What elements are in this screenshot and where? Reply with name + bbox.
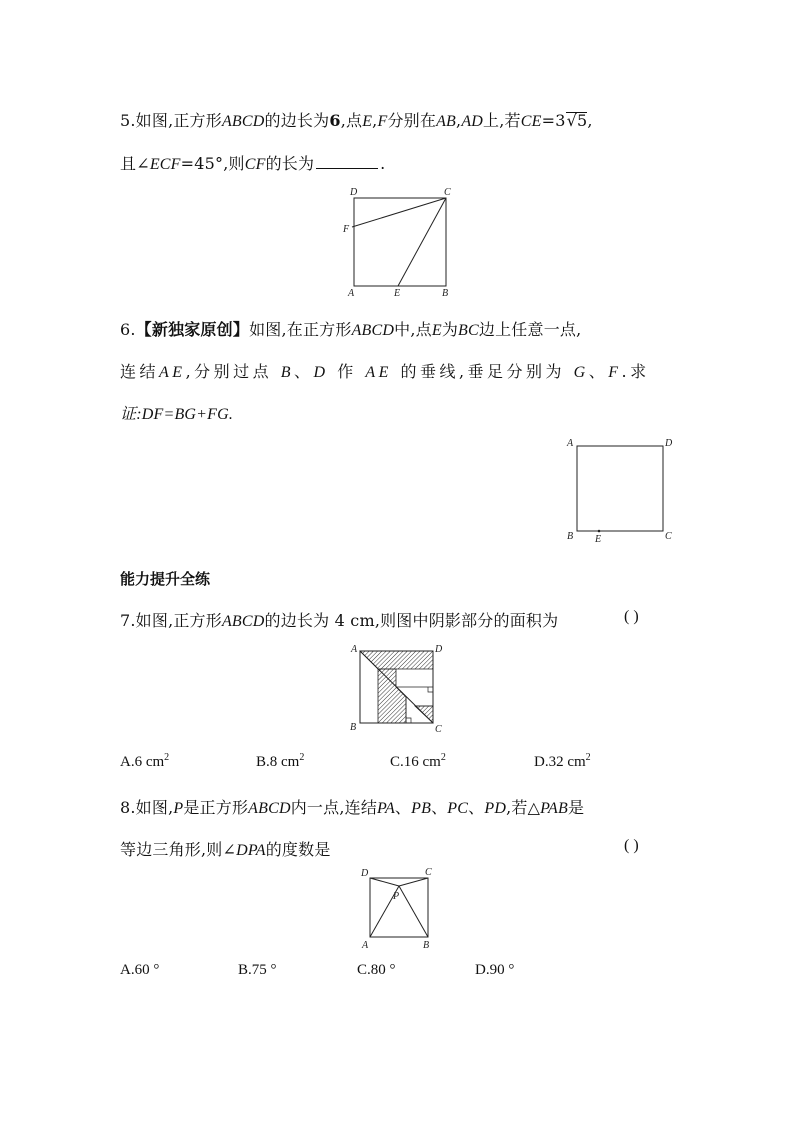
- q5-line2: [120, 151, 385, 174]
- q8-line-pc: [399, 878, 428, 886]
- q5-text: ,: [372, 111, 378, 130]
- q8-label-d: D: [361, 868, 369, 879]
- q5-label-f: F: [343, 224, 350, 235]
- q5-text: =45°,则: [180, 154, 245, 173]
- q8-triangle-pab: PAB: [540, 800, 568, 817]
- q8-option-c-text: C.80 °: [357, 962, 396, 978]
- q6-point-e: E: [431, 322, 442, 339]
- q8-option-c[interactable]: [357, 962, 396, 979]
- q7-option-c[interactable]: [390, 752, 446, 771]
- q8-text: 、: [431, 798, 448, 817]
- q5-answer-blank[interactable]: [316, 154, 378, 169]
- q5-label-e: E: [394, 288, 401, 299]
- q5-sqrt: √5: [566, 111, 588, 130]
- q6-text: 作: [337, 362, 357, 381]
- q8-option-d[interactable]: [475, 962, 514, 979]
- q8-label-p: P: [393, 891, 400, 902]
- q6-label-b: B: [567, 531, 574, 542]
- q6-text: 中,点: [394, 320, 432, 339]
- q5-text: .: [380, 154, 386, 173]
- q5-text: 且∠: [120, 154, 150, 173]
- q6-text: 连结: [120, 362, 160, 381]
- q6-label-c: C: [665, 531, 672, 542]
- q7-label-d: D: [435, 644, 443, 655]
- q8-option-d-text: D.90 °: [475, 962, 515, 978]
- q6-line3: [120, 401, 233, 424]
- q8-text: 8.如图,: [120, 798, 174, 817]
- q8-label-c: C: [425, 867, 432, 878]
- q8-line1: [120, 795, 584, 818]
- q5-label-b: B: [442, 288, 449, 299]
- q5-seg-ce: CE: [520, 113, 542, 130]
- q8-text: 、: [468, 798, 485, 817]
- q6-square-name: ABCD: [351, 322, 395, 339]
- q8-line-pd: [370, 878, 399, 886]
- q8-seg-pd: PD: [484, 800, 507, 817]
- q8-line-pb: [399, 886, 428, 937]
- q8-text: 的度数是: [265, 840, 331, 859]
- q5-seg-cf: CF: [244, 156, 266, 173]
- q8-line2: [120, 837, 331, 860]
- q5-point-e: E: [362, 113, 373, 130]
- q7-line1: [120, 608, 558, 631]
- q5-text: ,: [456, 111, 462, 130]
- section-title: 能力提升全练: [120, 570, 211, 588]
- q6-text: ,分别过点: [185, 362, 273, 381]
- q5-text: ,点: [340, 111, 363, 130]
- q8-option-b[interactable]: [238, 962, 277, 979]
- q7-option-b[interactable]: [256, 752, 304, 771]
- q8-text: 、: [394, 798, 412, 817]
- q8-text: 是: [567, 798, 585, 817]
- q5-line1: [120, 108, 593, 131]
- q8-figure: [352, 862, 452, 954]
- q7-right-angle-2: [406, 718, 411, 723]
- q5-line-ec: [398, 198, 446, 286]
- q7-option-c-text: C.16 cm: [390, 754, 441, 770]
- q7-square-name: ABCD: [221, 613, 265, 630]
- q7-shade-top: [360, 651, 433, 669]
- q5-seg-ab: AB: [436, 113, 457, 130]
- q5-text: 的长为: [265, 154, 315, 173]
- q6-point-g: G: [573, 364, 589, 381]
- q8-text: ,若△: [506, 798, 541, 817]
- q8-seg-pb: PB: [411, 800, 432, 817]
- q7-option-b-sup: 2: [299, 752, 305, 763]
- q7-figure: [346, 640, 456, 740]
- q5-text: 5.如图,正方形: [120, 111, 222, 130]
- q5-point-f: F: [377, 113, 388, 130]
- q5-sqrt-value: 5: [577, 111, 588, 130]
- q6-label-a: A: [567, 438, 574, 449]
- q6-line2: [120, 359, 650, 382]
- q5-text: 的边长为: [264, 111, 330, 130]
- q5-text: 分别在: [387, 111, 437, 130]
- q6-seg-ae: AE: [365, 364, 392, 381]
- q8-text: 是正方形: [183, 798, 249, 817]
- q8-answer-paren[interactable]: ( ): [624, 837, 639, 854]
- q5-label-d: D: [350, 187, 358, 198]
- q7-label-b: B: [350, 722, 357, 733]
- q7-label-c: C: [435, 724, 442, 735]
- q7-text: 的边长为 4 cm,则图中阴影部分的面积为: [264, 611, 559, 630]
- q5-label-a: A: [348, 288, 355, 299]
- q5-angle-ecf: ECF: [149, 156, 181, 173]
- q8-seg-pc: PC: [447, 800, 469, 817]
- q6-point-d: D: [313, 364, 329, 381]
- q6-seg-ae: AE: [159, 364, 186, 381]
- q5-text: ,: [587, 111, 593, 130]
- q7-option-b-text: B.8 cm: [256, 754, 300, 770]
- q7-option-d-sup: 2: [585, 752, 591, 763]
- q7-text: 7.如图,正方形: [120, 611, 222, 630]
- q8-point-p: P: [173, 800, 184, 817]
- q6-line1: [120, 317, 581, 340]
- q6-text: 如图,在正方形: [249, 320, 352, 339]
- q6-text: 为: [441, 320, 459, 339]
- q6-text: 、: [588, 362, 609, 381]
- q8-label-a: A: [362, 940, 369, 951]
- q8-option-a-text: A.60 °: [120, 962, 160, 978]
- q6-point-f: F: [608, 364, 622, 381]
- q6-square: [577, 446, 663, 531]
- q8-label-b: B: [423, 940, 430, 951]
- q6-text: 的垂线,垂足分别为: [400, 362, 566, 381]
- q6-text: 、: [294, 362, 314, 381]
- q6-tag: 【新独家原创】: [135, 320, 250, 339]
- q6-text: 证:DF=BG+FG.: [120, 406, 234, 423]
- q7-shade-left: [378, 669, 406, 723]
- q6-figure: [562, 432, 682, 548]
- q6-point-b: B: [280, 364, 295, 381]
- q7-option-d-text: D.32 cm: [534, 754, 586, 770]
- q7-option-a-sup: 2: [164, 752, 170, 763]
- q7-answer-paren[interactable]: ( ): [624, 608, 639, 625]
- q8-square-name: ABCD: [248, 800, 291, 817]
- q5-label-c: C: [444, 187, 451, 198]
- q6-number: 6.: [120, 320, 136, 339]
- q7-option-a[interactable]: [120, 752, 169, 771]
- q5-side-value: 6: [329, 111, 341, 130]
- q7-right-angle-1: [428, 687, 433, 692]
- q5-square-name: ABCD: [221, 113, 265, 130]
- q5-text: 上,若: [483, 111, 521, 130]
- q6-seg-bc: BC: [458, 322, 479, 339]
- q8-option-b-text: B.75 °: [238, 962, 277, 978]
- q5-text: =3: [541, 111, 566, 130]
- q8-text: 等边三角形,则∠: [120, 840, 237, 859]
- q8-seg-pa: PA: [377, 800, 395, 817]
- q5-figure: [338, 184, 458, 300]
- q6-text: 边上任意一点,: [478, 320, 582, 339]
- q6-label-e: E: [595, 534, 602, 545]
- q8-text: 内一点,连结: [290, 798, 378, 817]
- q7-option-a-text: A.6 cm: [120, 754, 165, 770]
- q7-label-a: A: [351, 644, 358, 655]
- q5-seg-ad: AD: [461, 113, 484, 130]
- q8-angle-dpa: DPA: [236, 842, 266, 859]
- q5-line-fc: [352, 198, 446, 227]
- q7-option-d[interactable]: [534, 752, 591, 771]
- q6-text: .求: [621, 362, 650, 381]
- q5-square: [354, 198, 446, 286]
- q8-option-a[interactable]: [120, 962, 159, 979]
- q7-option-c-sup: 2: [440, 752, 446, 763]
- q6-label-d: D: [665, 438, 673, 449]
- q6-point-e-dot: [598, 530, 601, 533]
